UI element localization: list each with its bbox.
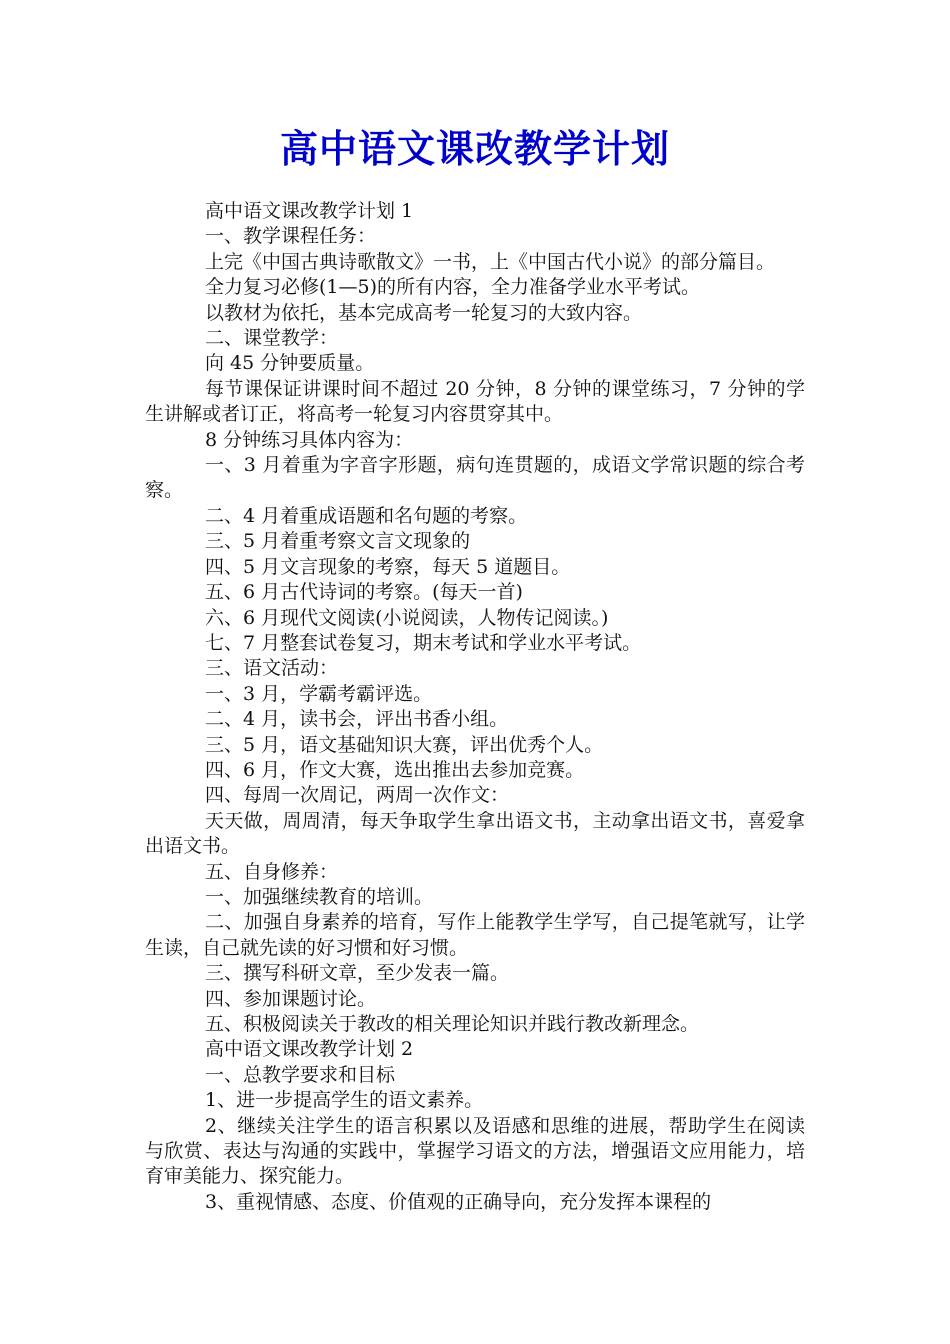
paragraph: 四、5 月文言现象的考察，每天 5 道题目。	[205, 555, 571, 578]
paragraph: 高中语文课改教学计划 2	[205, 1038, 414, 1061]
paragraph: 四、每周一次周记，两周一次作文：	[205, 784, 510, 807]
paragraph: 四、6 月，作文大赛，选出推出去参加竞赛。	[205, 758, 585, 781]
paragraph: 一、教学课程任务：	[205, 225, 377, 248]
paragraph: 3、重视情感、态度、价值观的正确导向，充分发挥本课程的	[205, 1190, 712, 1213]
paragraph: 一、总教学要求和目标	[205, 1063, 396, 1086]
paragraph: 二、加强自身素养的培育，写作上能教学生学写，自己提笔就写，让学生读，自己就先读的好习惯和好习惯。	[145, 911, 805, 959]
paragraph: 五、6 月古代诗词的考察。(每天一首)	[205, 581, 523, 604]
paragraph: 2、继续关注学生的语言积累以及语感和思维的进展，帮助学生在阅读与欣赏、表达与沟通的实践中，掌握学习语文的方法，增强语文应用能力，培育审美能力、探究能力。	[145, 1114, 805, 1188]
paragraph: 全力复习必修(1—5)的所有内容，全力准备学业水平考试。	[205, 276, 701, 299]
paragraph: 三、5 月，语文基础知识大赛，评出优秀个人。	[205, 733, 604, 756]
paragraph: 三、5 月着重考察文言文现象的	[205, 530, 471, 553]
paragraph: 一、3 月着重为字音字形题，病句连贯题的，成语文学常识题的综合考察。	[145, 454, 805, 502]
paragraph: 二、课堂教学：	[205, 327, 339, 350]
paragraph: 高中语文课改教学计划 1	[205, 200, 414, 222]
paragraph: 七、7 月整套试卷复习，期末考试和学业水平考试。	[205, 631, 642, 654]
document-title: 高中语文课改教学计划	[279, 126, 670, 171]
paragraph: 六、6 月现代文阅读(小说阅读，人物传记阅读。)	[205, 606, 609, 629]
paragraph: 三、语文活动：	[205, 657, 339, 680]
paragraph: 三、撰写科研文章，至少发表一篇。	[205, 962, 510, 985]
paragraph: 二、4 月，读书会，评出书香小组。	[205, 708, 509, 731]
paragraph: 1、进一步提高学生的语文素养。	[205, 1089, 484, 1112]
paragraph: 五、积极阅读关于教改的相关理论知识并践行教改新理念。	[205, 1013, 700, 1035]
paragraph: 一、加强继续教育的培训。	[205, 885, 434, 908]
paragraph: 一、3 月，学霸考霸评选。	[205, 682, 433, 705]
paragraph: 上完《中国古典诗歌散文》一书，上《中国古代小说》的部分篇目。	[205, 250, 776, 273]
paragraph: 五、自身修养：	[205, 860, 339, 883]
paragraph: 四、参加课题讨论。	[205, 987, 377, 1010]
paragraph: 天天做，周周清，每天争取学生拿出语文书，主动拿出语文书，喜爱拿出语文书。	[145, 809, 805, 858]
document-body	[145, 199, 805, 1215]
paragraph: 以教材为依托，基本完成高考一轮复习的大致内容。	[205, 301, 643, 324]
paragraph: 每节课保证讲课时间不超过 20 分钟，8 分钟的课堂练习，7 分钟的学生讲解或者订正，将高考一轮复习内容贯穿其中。	[145, 377, 805, 426]
paragraph: 向 45 分钟要质量。	[205, 352, 375, 375]
paragraph: 8 分钟练习具体内容为：	[205, 428, 414, 451]
paragraph: 二、4 月着重成语题和名句题的考察。	[205, 504, 528, 527]
